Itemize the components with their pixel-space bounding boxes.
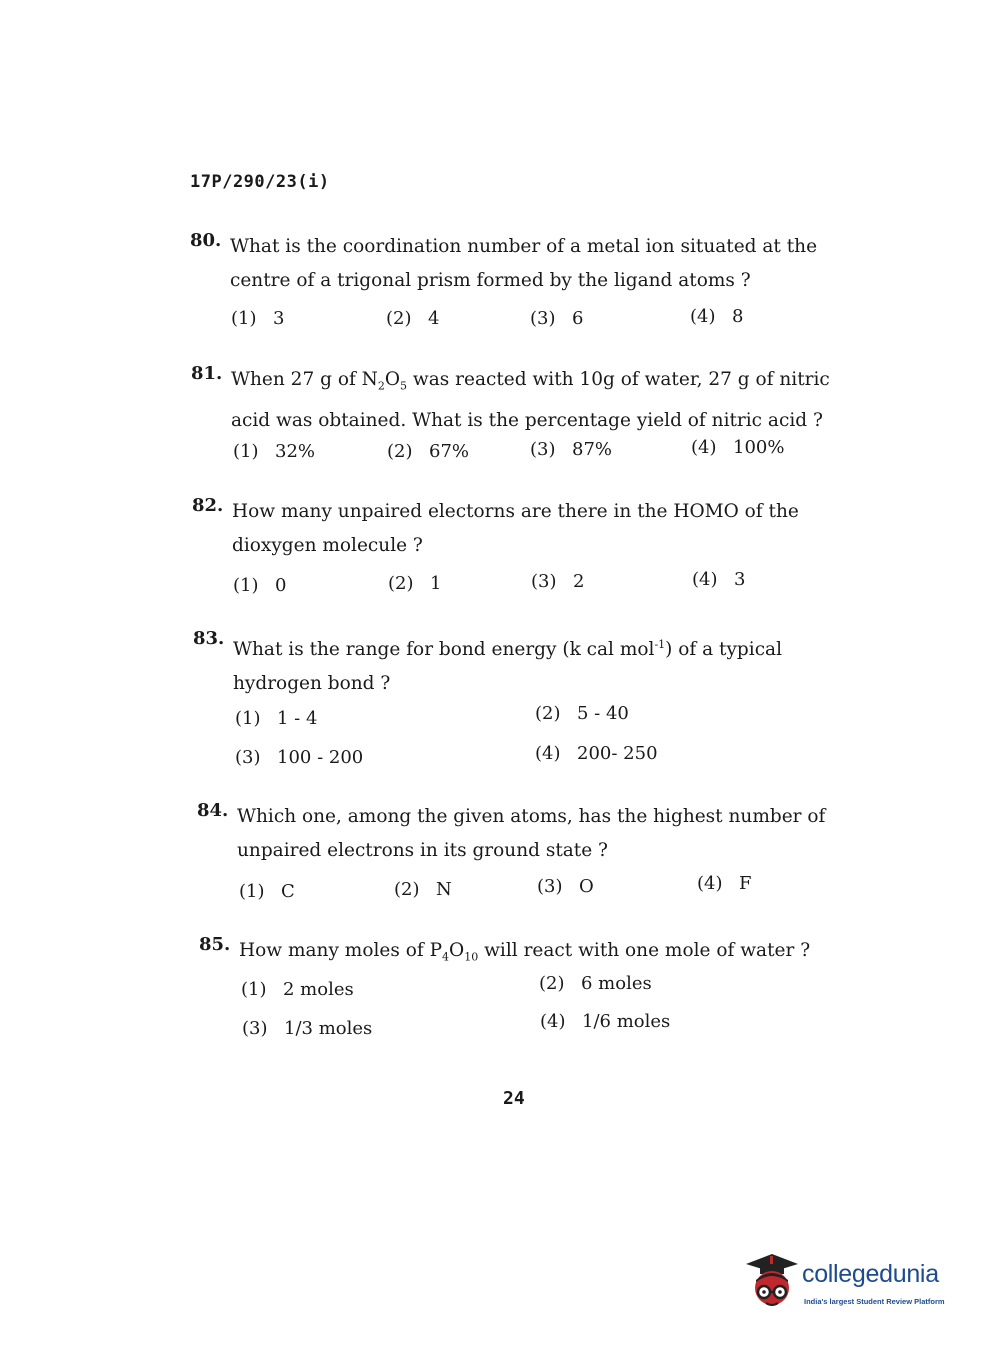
- option-label: (3): [531, 571, 557, 592]
- option-value: 6 moles: [581, 973, 652, 994]
- option: [691, 437, 784, 458]
- question-text: How many unpaired electorns are there in the HOMO of the dioxygen molecule ?: [232, 501, 799, 556]
- option: [394, 879, 452, 900]
- option-label: (3): [242, 1018, 268, 1039]
- logo-tagline: India's largest Student Review Platform: [804, 1297, 945, 1306]
- option-value: 3: [273, 308, 285, 329]
- option-label: (3): [537, 876, 563, 897]
- option-label: (4): [535, 743, 561, 764]
- option-label: (1): [233, 575, 259, 596]
- option: [535, 703, 629, 724]
- mascot-icon: [742, 1250, 800, 1312]
- option-label: (1): [235, 708, 261, 729]
- option-value: 2 moles: [283, 979, 354, 1000]
- option: [690, 306, 743, 327]
- option-value: 3: [734, 569, 746, 590]
- question-number: 84.: [197, 800, 229, 821]
- option-label: (4): [690, 306, 716, 327]
- paper-code: 17P/290/23(i): [190, 172, 330, 192]
- question-text: When 27 g of $N_2O_5$ was reacted with 10g of water, 27 g of nitric acid was obtained. What is the percentage yield of nitric acid ?: [231, 369, 830, 431]
- option-label: (4): [697, 873, 723, 894]
- option: [388, 573, 441, 594]
- collegedunia-logo: [742, 1250, 972, 1320]
- option-value: 0: [275, 575, 287, 596]
- option: [697, 873, 752, 894]
- question-number: 82.: [192, 495, 224, 516]
- option: [539, 973, 652, 994]
- option-label: (4): [540, 1011, 566, 1032]
- option-value: 200- 250: [577, 743, 658, 764]
- option: [239, 881, 295, 902]
- option-label: (4): [691, 437, 717, 458]
- option-value: 100%: [733, 437, 785, 458]
- question-number: 85.: [199, 934, 231, 955]
- option-label: (2): [539, 973, 565, 994]
- option-label: (2): [388, 573, 414, 594]
- option: [530, 308, 583, 329]
- question-text: How many moles of $P_4O_{10}$ will react with one mole of water ?: [239, 940, 811, 964]
- option: [387, 441, 469, 462]
- option-value: 4: [428, 308, 440, 329]
- option: [535, 743, 658, 764]
- option: [692, 569, 745, 590]
- option-value: 2: [573, 571, 585, 592]
- option-label: (1): [231, 308, 257, 329]
- option: [241, 979, 354, 1000]
- option-value: O: [579, 876, 594, 897]
- question-number: 80.: [190, 230, 222, 251]
- option: [233, 575, 286, 596]
- option-value: 100 - 200: [277, 747, 364, 768]
- option-label: (3): [530, 308, 556, 329]
- option-label: (2): [386, 308, 412, 329]
- option-value: 8: [732, 306, 744, 327]
- option-value: 67%: [429, 441, 470, 462]
- option-value: 1/6 moles: [582, 1011, 671, 1032]
- option-label: (3): [235, 747, 261, 768]
- option: [235, 708, 317, 729]
- question-text: What is the range for bond energy (k cal mol$^{-1}$) of a typical hydrogen bond ?: [233, 638, 782, 695]
- option-label: (4): [692, 569, 718, 590]
- option-value: F: [739, 873, 752, 894]
- option-value: 1/3 moles: [284, 1018, 373, 1039]
- option-label: (2): [387, 441, 413, 462]
- question-number: 83.: [193, 628, 225, 649]
- option-label: (1): [239, 881, 265, 902]
- option: [242, 1018, 372, 1039]
- question-text: Which one, among the given atoms, has the highest number of unpaired electrons in its ground state ?: [237, 806, 826, 861]
- option-value: 6: [572, 308, 584, 329]
- option-label: (1): [241, 979, 267, 1000]
- option-value: 32%: [275, 441, 316, 462]
- option: [540, 1011, 670, 1032]
- option: [386, 308, 439, 329]
- option: [531, 571, 584, 592]
- option-value: 5 - 40: [577, 703, 629, 724]
- option: [537, 876, 594, 897]
- option-value: 1: [430, 573, 442, 594]
- option-value: C: [281, 881, 295, 902]
- option-label: (1): [233, 441, 259, 462]
- option: [233, 441, 315, 462]
- option-value: 1 - 4: [277, 708, 318, 729]
- logo-wordmark: collegedunia: [802, 1260, 939, 1288]
- option: [235, 747, 363, 768]
- option: [530, 439, 612, 460]
- question-number: 81.: [191, 363, 223, 384]
- option-value: 87%: [572, 439, 613, 460]
- page-number: 24: [503, 1088, 525, 1109]
- question-text: What is the coordination number of a metal ion situated at the centre of a trigonal prism formed by the ligand atoms ?: [230, 236, 818, 291]
- option-label: (2): [535, 703, 561, 724]
- option: [231, 308, 284, 329]
- option-label: (3): [530, 439, 556, 460]
- option-label: (2): [394, 879, 420, 900]
- option-value: N: [436, 879, 452, 900]
